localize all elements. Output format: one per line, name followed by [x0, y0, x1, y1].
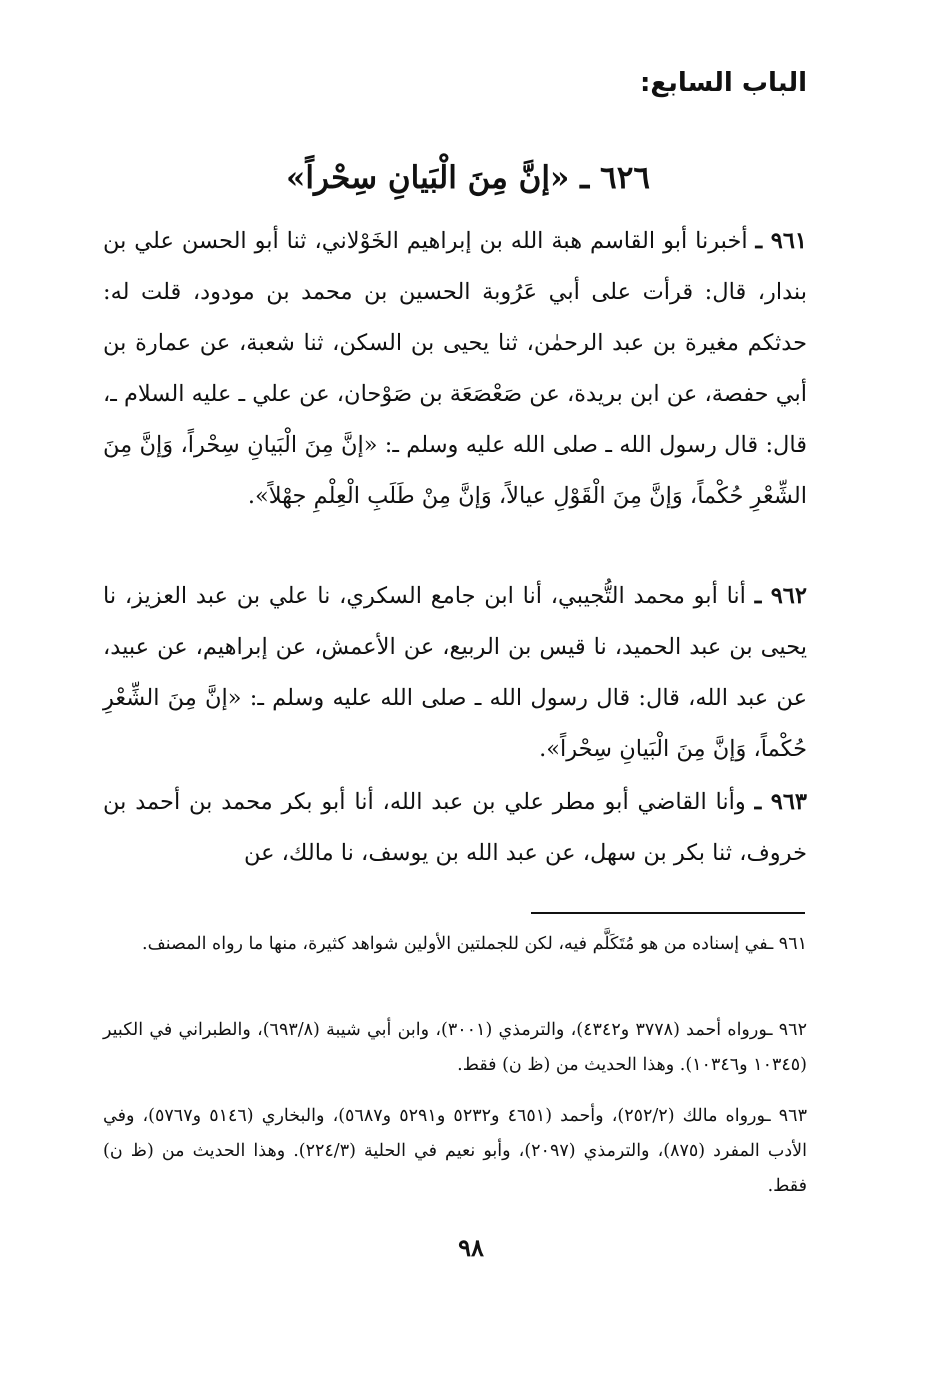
footnote-text: في إسناده من هو مُتَكَلَّم فيه، لكن للجملتين الأولين شواهد كثيرة، منها ما رواه المصنف.	[142, 934, 769, 954]
footnote-962	[103, 1013, 807, 1083]
page-number: ٩٨	[458, 1233, 484, 1262]
footnote-961	[103, 927, 807, 962]
running-header: الباب السابع:	[639, 68, 807, 98]
footnote-divider	[531, 912, 805, 914]
hadith-text: أنا أبو محمد التُّجيبي، أنا ابن جامع السكري، نا علي بن عبد العزيز، نا يحيى بن عبد الحميد، نا قيس بن الربيع، عن الأعمش، عن إبراهيم، عن عبيد، عن عبد الله، قال: قال رسول الله ـ صلى الله عليه وسلم ـ: «إنَّ مِنَ الشِّعْرِ حُكْماً، وَإنَّ مِنَ الْبَيانِ سِحْراً».	[103, 583, 807, 762]
hadith-number: ٩٦٣ ـ	[754, 789, 808, 815]
hadith-text: وأنا القاضي أبو مطر علي بن عبد الله، أنا أبو بكر محمد بن أحمد بن خروف، ثنا بكر بن سهل، عن عبد الله بن يوسف، نا مالك، عن	[103, 789, 807, 866]
footnote-text: ورواه مالك (٢٥٢/٢)، وأحمد (٤٦٥١ و٥٢٣٢ و٥٢٩١ و٥٦٨٧)، والبخاري (٥١٤٦ و٥٧٦٧)، وفي الأدب المفرد (٨٧٥)، والترمذي (٢٠٩٧)، وأبو نعيم في الحلية (٢٢٤/٣). وهذا الحديث من (ظ ن) فقط.	[103, 1106, 807, 1196]
footnote-text: ورواه أحمد (٣٧٧٨ و٤٣٤٢)، والترمذي (٣٠٠١)، وابن أبي شيبة (٦٩٣/٨)، والطبراني في الكبير (١٠٣٤٥ و١٠٣٤٦). وهذا الحديث من (ظ ن) فقط.	[103, 1020, 807, 1075]
hadith-number: ٩٦٢ ـ	[754, 583, 807, 609]
hadith-963	[103, 777, 807, 879]
hadith-961	[103, 216, 807, 522]
footnote-963	[103, 1099, 807, 1204]
footnote-number: ٩٦٢ ـ	[767, 1020, 807, 1040]
hadith-962	[103, 571, 807, 775]
footnote-number: ٩٦٣ ـ	[765, 1106, 807, 1126]
chapter-title: ٦٢٦ ـ «إنَّ مِنَ الْبَيانِ سِحْراً»	[285, 160, 650, 196]
hadith-text: أخبرنا أبو القاسم هبة الله بن إبراهيم الخَوْلاني، ثنا أبو الحسن علي بن بندار، قال: قرأت على أبي عَرُوبة الحسين بن محمد بن مودود، قلت له: حدثكم مغيرة بن عبد الرحمٰن، ثنا يحيى بن السكن، ثنا شعبة، عن عمارة بن أبي حفصة، عن ابن بريدة، عن صَعْصَعَة بن صَوْحان، عن علي ـ عليه السلام ـ، قال: قال رسول الله ـ صلى الله عليه وسلم ـ: «إنَّ مِنَ الْبَيانِ سِحْراً، وَإنَّ مِنَ الشِّعْرِ حُكْماً، وَإنَّ مِنَ الْقَوْلِ عيالاً، وَإنَّ مِنْ طَلَبِ الْعِلْمِ جهْلاً».	[102, 228, 807, 509]
hadith-number: ٩٦١ ـ	[755, 228, 807, 254]
footnote-number: ٩٦١ ـ	[768, 934, 807, 954]
